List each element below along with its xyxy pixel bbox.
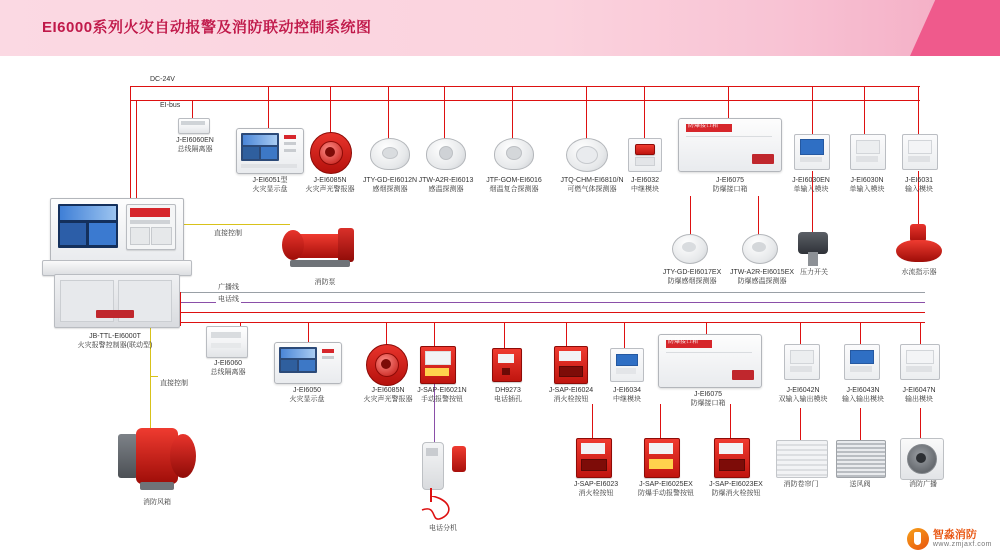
wire-label-eibus: EI-bus <box>160 102 181 109</box>
label-desc: 输出模块 <box>905 396 933 403</box>
device-ex-heat-detector-ei6015ex[interactable] <box>742 234 776 262</box>
device-fire-display-panel-ei6050[interactable] <box>274 342 340 382</box>
wire-drop <box>864 86 865 141</box>
device-combo-detector-ei6016[interactable] <box>494 138 532 168</box>
wire-drop <box>388 86 389 141</box>
label-model: 消防泵 <box>314 279 336 286</box>
label-model: J-EI6031 <box>904 177 934 184</box>
label-desc: 防爆接口箱 <box>712 186 748 193</box>
label-model: JTF-GOM-EI6016 <box>486 177 542 184</box>
label-desc: 手动报警按钮 <box>421 396 463 403</box>
device-output-module-ei6047n[interactable] <box>900 344 938 378</box>
label-model: DH9273 <box>495 387 521 394</box>
wire-label-broadcast: 广播线 <box>218 284 239 291</box>
label-model: J-EI6034 <box>612 387 642 394</box>
wire-drop <box>660 404 661 438</box>
caption-ei6024 <box>538 386 604 404</box>
label-desc: 防爆消火栓按钮 <box>711 490 761 497</box>
caption-shutter-door <box>776 480 826 489</box>
wire-eibus-top <box>130 100 920 101</box>
wire-drop <box>690 196 691 236</box>
label-model: J-EI6030N <box>850 177 884 184</box>
page-title: EI6000系列火灾自动报警及消防联动控制系统图 <box>42 19 372 36</box>
wire-broadcast <box>180 292 925 293</box>
watermark <box>907 528 992 550</box>
caption-broadcast <box>896 480 950 489</box>
wire-drop <box>504 322 505 350</box>
device-fire-shutter-door[interactable] <box>776 440 826 476</box>
device-input-module-ei6030n[interactable] <box>850 134 884 168</box>
label-model: J-EI6050 <box>292 387 322 394</box>
label-desc: 电话插孔 <box>494 396 522 403</box>
system-diagram <box>0 56 1000 556</box>
label-model: J-EI6047N <box>902 387 936 394</box>
label-model: J-SAP-EI6021N <box>417 387 467 394</box>
label-model: J-EI6042N <box>786 387 820 394</box>
label-desc: 烟温复合探测器 <box>489 186 539 193</box>
device-fire-display-panel-ei6051[interactable] <box>236 128 302 172</box>
device-input-module-ei6030en[interactable] <box>794 134 828 168</box>
label-model: 消防风箱 <box>143 499 171 506</box>
wire-loop-lower2 <box>180 322 925 323</box>
label-ex-box-bottom: 防爆接口箱 <box>668 339 699 345</box>
device-io-module-ei6043n[interactable] <box>844 344 878 378</box>
label-desc: 消火栓按钮 <box>553 396 589 403</box>
device-dual-io-module-ei6042n[interactable] <box>784 344 818 378</box>
device-pressure-switch[interactable] <box>798 232 828 266</box>
caption-air-valve <box>836 480 884 489</box>
device-heat-detector-ei6013[interactable] <box>426 138 464 168</box>
wire-dc24v-top <box>130 86 920 87</box>
label-model: JTW-A2R-EI6013 <box>418 177 474 184</box>
label-model: 水流指示器 <box>901 269 937 276</box>
caption-isolator-1 <box>160 136 230 154</box>
label-desc: 防爆感温探测器 <box>737 278 787 285</box>
label-desc: 中继模块 <box>613 396 641 403</box>
label-desc: 火灾显示盘 <box>289 396 325 403</box>
device-sounder-strobe-ei6085n-top[interactable] <box>310 132 350 172</box>
label-desc: 感温探测器 <box>428 186 464 193</box>
device-air-supply-valve[interactable] <box>836 440 884 476</box>
caption-ei6047n <box>888 386 950 404</box>
wire-direct-control-2 <box>150 376 158 377</box>
label-model: J-SAP-EI6023EX <box>709 481 763 488</box>
label-desc: 火灾显示盘 <box>252 186 288 193</box>
wire-label-telephone: 电话线 <box>218 296 239 303</box>
device-ex-manual-call-point-ei6025ex[interactable] <box>644 438 678 476</box>
label-model: J-EI6075 <box>715 177 745 184</box>
label-model: JTY-GD-EI6017EX <box>662 269 722 276</box>
wire-drop <box>728 86 729 118</box>
caption-flow-indicator <box>886 268 952 277</box>
caption-main-panel <box>28 332 202 350</box>
device-flow-indicator[interactable] <box>896 224 942 264</box>
label-desc: 感烟探测器 <box>372 186 408 193</box>
caption-ei6075-bottom <box>668 390 748 408</box>
label-desc: 防爆手动报警按钮 <box>638 490 694 497</box>
wire-drop <box>860 408 861 442</box>
wire-drop <box>918 86 919 141</box>
label-desc: 可燃气体探测器 <box>567 186 617 193</box>
label-ex-box-top: 防爆接口箱 <box>688 123 719 129</box>
label-model: J-EI6060 <box>213 360 243 367</box>
wire-drop <box>800 408 801 442</box>
device-smoke-detector-ei6012n[interactable] <box>370 138 408 168</box>
label-desc: 防爆感烟探测器 <box>667 278 717 285</box>
wire-drop <box>434 322 435 348</box>
wire-drop <box>812 86 813 141</box>
wire-drop <box>512 86 513 141</box>
label-model: J-SAP-EI6025EX <box>639 481 693 488</box>
wire-drop <box>592 404 593 438</box>
wire-drop <box>644 86 645 141</box>
label-model: JTQ-CHM-EI6810/N <box>560 177 624 184</box>
label-desc: 单输入模块 <box>849 186 885 193</box>
label-model: J-EI6060EN <box>176 137 214 144</box>
label-model: J-EI6085N <box>313 177 347 184</box>
caption-fire-pump <box>300 278 350 287</box>
caption-ei6016 <box>470 176 558 194</box>
device-phone-jack-dh9273[interactable] <box>492 348 520 380</box>
label-desc: 火灾声光警报器 <box>363 396 413 403</box>
wire-fan-drop <box>150 376 151 436</box>
caption-ei6075-top <box>690 176 770 194</box>
wire-drop <box>444 86 445 141</box>
device-isolator-ei6060[interactable] <box>206 326 246 356</box>
wire-drop <box>624 322 625 350</box>
label-model: J-EI6085N <box>371 387 405 394</box>
wire-label-direct-control-2: 直接控制 <box>160 380 188 387</box>
brand-logo-icon <box>907 528 929 550</box>
device-relay-module-ei6034[interactable] <box>610 348 642 380</box>
device-fire-broadcast-speaker[interactable] <box>900 438 942 478</box>
device-ex-hydrant-button-ei6023ex[interactable] <box>714 438 748 476</box>
caption-ei6032 <box>612 176 678 194</box>
device-ex-smoke-detector-ei6017ex[interactable] <box>672 234 706 262</box>
page-header <box>0 0 1000 56</box>
device-hydrant-button-ei6024[interactable] <box>554 346 586 382</box>
caption-telephone <box>414 524 472 533</box>
label-desc: 火灾声光警报器 <box>305 186 355 193</box>
device-telephone-extension[interactable] <box>416 442 472 522</box>
wire-drop <box>330 86 331 136</box>
main-panel-model: JB-TTL-EI6000T <box>89 333 141 340</box>
caption-dh9273 <box>478 386 538 404</box>
label-desc: 防爆接口箱 <box>690 400 726 407</box>
wire-telephone <box>180 302 925 303</box>
device-hydrant-button-ei6023[interactable] <box>576 438 610 476</box>
label-model: 送风阀 <box>849 481 871 488</box>
caption-ei6031 <box>888 176 950 194</box>
label-desc: 输入输出模块 <box>842 396 884 403</box>
label-model: 消防广播 <box>909 481 937 488</box>
label-desc: 总线隔离器 <box>210 369 246 376</box>
caption-fan <box>128 498 186 507</box>
brand-name: 智淼消防 <box>932 529 977 541</box>
device-input-module-ei6031[interactable] <box>902 134 936 168</box>
device-isolator-ei6060en[interactable] <box>178 118 208 132</box>
wire-label-direct-control-1: 直接控制 <box>214 230 242 237</box>
label-desc: 输入模块 <box>905 186 933 193</box>
brand-domain: www.zmjaxf.com <box>932 541 992 548</box>
label-desc: 中继模块 <box>631 186 659 193</box>
label-model: J-EI6075 <box>693 391 723 398</box>
device-fire-pump[interactable] <box>282 224 360 274</box>
wire-panel-up <box>130 86 131 216</box>
wire-drop <box>758 196 759 236</box>
label-model: J-EI6051型 <box>252 177 288 184</box>
caption-ei6023ex <box>692 480 780 498</box>
label-model: J-EI6030EN <box>792 177 830 184</box>
wire-loop-lower <box>180 312 925 313</box>
caption-ei6060 <box>196 359 260 377</box>
main-panel-desc: 火灾报警控制器(联动型) <box>77 342 153 349</box>
label-model: 消防卷帘门 <box>783 481 819 488</box>
label-model: 压力开关 <box>800 269 828 276</box>
label-model: JTW-A2R-EI6015EX <box>729 269 795 276</box>
device-relay-module-ei6032[interactable] <box>628 138 660 170</box>
wire-drop <box>308 322 309 344</box>
label-model: J-SAP-EI6023 <box>573 481 619 488</box>
label-model: J-SAP-EI6024 <box>548 387 594 394</box>
label-model: JTY-GD-EI6012N <box>362 177 418 184</box>
wire-drop <box>730 404 731 438</box>
main-fire-alarm-control-panel[interactable] <box>40 198 190 328</box>
label-desc: 双输入输出模块 <box>778 396 828 403</box>
device-smoke-exhaust-fan[interactable] <box>118 428 196 492</box>
caption-pressure-switch <box>788 268 840 277</box>
label-model: J-EI6043N <box>846 387 880 394</box>
caption-ei6034 <box>596 386 658 404</box>
wire-drop <box>586 86 587 141</box>
label-desc: 消火栓按钮 <box>578 490 614 497</box>
caption-ei6021n <box>402 386 482 404</box>
device-gas-detector-ei6810n[interactable] <box>566 138 606 170</box>
label-desc: 单输入模块 <box>793 186 829 193</box>
label-model: J-EI6032 <box>630 177 660 184</box>
caption-ei6050 <box>268 386 346 404</box>
wire-label-dc24v: DC-24V <box>150 76 175 83</box>
device-sounder-strobe-ei6085n-bottom[interactable] <box>366 344 406 384</box>
label-model: 电话分机 <box>429 525 457 532</box>
device-manual-call-point-ei6021n[interactable] <box>420 346 454 382</box>
wire-drop <box>920 408 921 442</box>
label-desc: 总线隔离器 <box>177 146 213 153</box>
